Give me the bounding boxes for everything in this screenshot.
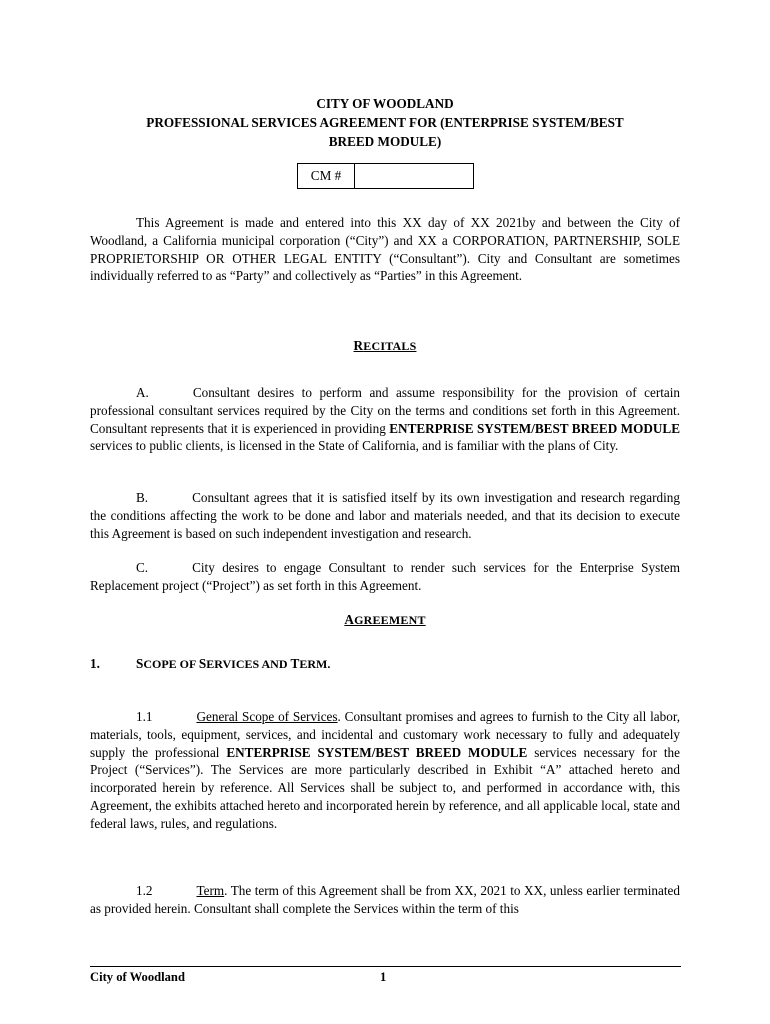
title-line-3: BREED MODULE): [328, 134, 442, 149]
footer-page-number: 1: [380, 970, 387, 984]
cm-number-box: [297, 163, 474, 189]
recital-a-marker: A.: [136, 385, 149, 400]
section-1-1-title: General Scope of Services: [196, 709, 338, 724]
recital-b-text: Consultant agrees that it is satisfied itself by its own investigation and research regarding the conditions affecting the work to be done and labor and materials needed, and that its decision to execute this Agreement is based on such independent investigation and research.: [90, 490, 680, 541]
recital-a-text-2: services to public clients, is licensed in the State of California, and is familiar with the plans of City.: [90, 438, 619, 454]
recitals-heading: [90, 338, 680, 354]
section-1-2: [90, 882, 680, 918]
recital-a: [90, 384, 680, 455]
section-1-title-part-2: S: [198, 656, 207, 671]
section-1-title-part-6: .: [327, 657, 331, 671]
agreement-heading-rest: GREEMENT: [354, 613, 426, 627]
section-1-title-part-3: ERVICES AND: [206, 657, 291, 671]
section-1-1-text-1: . Consultant promises and agrees to furnish to the City all labor, materials, tools, equipment, services, and incidental and customary work necessary to fully and adequately supply the professional: [90, 709, 681, 760]
recital-c: [90, 559, 680, 595]
footer-rule: [90, 966, 681, 967]
recital-c-text: City desires to engage Consultant to render such services for the Enterprise System Replacement project (“Project”) as set forth in this Agreement.: [90, 560, 680, 593]
section-1-number: 1.: [90, 656, 100, 671]
intro-paragraph: This Agreement is made and entered into this XX day of XX 2021by and between the City of Woodland, a California municipal corporation (“City”) and XX a CORPORATION, PARTNERSHIP, SOLE PROPRIETORSHIP OR OTHER LEGAL ENTITY (“Consultant”). City and Consultant are sometimes individually referred to as “Party” and collectively as “Parties” in this Agreement.: [90, 215, 680, 284]
section-1-1-bold: ENTERPRISE SYSTEM/BEST BREED MODULE: [226, 744, 528, 760]
section-1-1-number: 1.1: [136, 709, 153, 724]
cm-value-field[interactable]: [355, 164, 473, 188]
recital-a-bold: ENTERPRISE SYSTEM/BEST BREED MODULE: [389, 420, 680, 436]
section-1-1-text-2: services necessary for the Project (“Services”). The Services are more particularly described in Exhibit “A” attached hereto and incorporated herein by reference. All Services shall be subject to, and performed in accordance with, this Agreement, the exhibits attached hereto and incorporated herein by reference, and all applicable local, state and federal laws, rules, and regulations.: [90, 744, 680, 831]
cm-label: CM #: [298, 164, 355, 188]
recital-a-text-1: Consultant desires to perform and assume responsibility for the provision of certain professional consultant services required by the City on the terms and conditions set forth in this Agreement. Consultant represents that it is experienced in providing: [90, 385, 680, 436]
section-1-2-title: Term: [196, 883, 225, 898]
recitals-heading-initial: R: [353, 338, 364, 353]
section-1-2-text: . The term of this Agreement shall be from XX, 2021 to XX, unless earlier terminated as provided herein. Consultant shall complete the Services within the term of this: [90, 883, 680, 916]
footer-city: City of Woodland: [90, 970, 185, 984]
section-1-heading: [90, 656, 680, 672]
recital-b-marker: B.: [136, 490, 149, 505]
section-1-title-part-0: S: [136, 656, 144, 671]
title-line-1: CITY OF WOODLAND: [316, 96, 454, 111]
title-line-2: PROFESSIONAL SERVICES AGREEMENT FOR (ENTERPRISE SYSTEM/BEST: [146, 115, 624, 130]
recital-c-marker: C.: [136, 560, 149, 575]
recital-b: [90, 489, 680, 542]
section-1-title-part-5: ERM: [299, 657, 328, 671]
agreement-heading: [90, 612, 680, 628]
document-title: [90, 94, 680, 151]
section-1-title-part-1: COPE OF: [143, 657, 199, 671]
section-1-2-number: 1.2: [136, 883, 153, 898]
recitals-heading-rest: ECITALS: [363, 339, 417, 353]
section-1-title-part-4: T: [290, 656, 300, 671]
section-1-1: [90, 708, 680, 833]
agreement-heading-initial: A: [344, 612, 355, 627]
